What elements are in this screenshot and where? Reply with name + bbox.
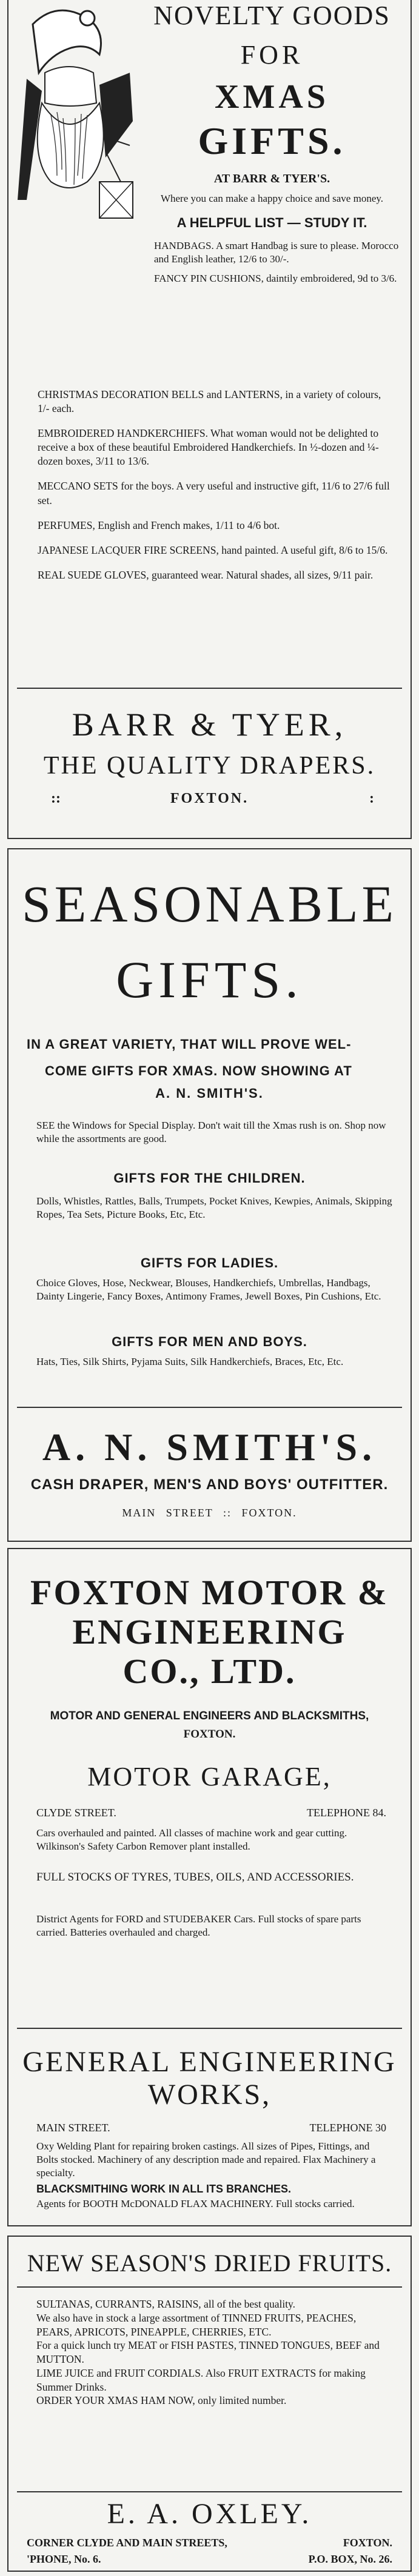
headline-seasonable: SEASONABLE: [21, 875, 398, 933]
children-text: Dolls, Whistles, Rattles, Balls, Trumpets, Pocket Knives, Kewpies, Animals, Skipping Ropes, Tea Sets, Picture Books, Etc, Etc.: [36, 1195, 392, 1221]
pin-cushions-item: FANCY PIN CUSHIONS, daintily embroidered, 9d to 3/6.: [154, 273, 397, 285]
general-line-1: GENERAL ENGINEERING: [22, 2046, 397, 2078]
list-item: MECCANO SETS for the boys. A very useful and instructive gift, 11/6 to 27/6 full set.: [38, 480, 390, 506]
foxton-motor-advertisement: [7, 1548, 412, 2226]
headline-gifts: GIFTS.: [116, 951, 303, 1009]
divider: [17, 2028, 402, 2029]
list-item: REAL SUEDE GLOVES, guaranteed wear. Natural shades, all sizes, 9/11 pair.: [38, 568, 374, 581]
address-left: CORNER CLYDE AND MAIN STREETS,: [27, 2537, 227, 2549]
ladies-heading: GIFTS FOR LADIES.: [140, 1255, 279, 1270]
divider: [17, 688, 402, 689]
firm-name: A. N. SMITH'S.: [42, 1426, 377, 1469]
where-text: Where you can make a happy choice and save money.: [160, 193, 384, 204]
gift-list: [38, 388, 392, 593]
order-text: ORDER YOUR XMAS HAM NOW, only limited number.: [36, 2394, 287, 2407]
list-item: PERFUMES, English and French makes, 1/11 to 4/6 bot.: [38, 519, 280, 531]
headline-xmas: XMAS: [215, 78, 329, 116]
headline-gifts: GIFTS.: [198, 119, 346, 162]
address-row: [27, 2537, 392, 2549]
sultanas-text: SULTANAS, CURRANTS, RAISINS, all of the best quality.: [36, 2298, 296, 2310]
at-barr-tyer: AT BARR & TYER'S.: [213, 172, 330, 185]
barr-tyer-advertisement: [7, 0, 412, 839]
company-town: FOXTON.: [183, 1728, 236, 1741]
see-windows-text: SEE the Windows for Special Display. Don't wait till the Xmas rush is on. Shop now while the assortments are good.: [36, 1120, 386, 1145]
men-text: Hats, Ties, Silk Shirts, Pyjama Suits, Silk Handkerchiefs, Braces, Etc, Etc.: [36, 1356, 344, 1367]
divider: [17, 2491, 402, 2492]
tinned-text: We also have in stock a large assortment of TINNED FRUITS, PEACHES, PEARS, APRICOTS, PINEAPPLE, CHERRIES, ETC.: [36, 2311, 357, 2338]
works-address-row: [36, 2122, 386, 2134]
smith-advertisement: [7, 848, 412, 1542]
clyde-street: CLYDE STREET.: [36, 1807, 116, 1819]
lunch-text: For a quick lunch try MEAT or FISH PASTES, TINNED TONGUES, BEEF and MUTTON.: [36, 2339, 380, 2365]
stocks-text: FULL STOCKS OF TYRES, TUBES, OILS, AND ACCESSORIES.: [36, 1871, 354, 1884]
firm-address: MAIN STREET :: FOXTON.: [122, 1507, 297, 1519]
variety-text: [27, 1031, 392, 1084]
list-item: JAPANESE LACQUER FIRE SCREENS, hand painted. A useful gift, 8/6 to 15/6.: [38, 543, 388, 556]
children-heading: GIFTS FOR THE CHILDREN.: [113, 1170, 306, 1186]
company-subtitle: MOTOR AND GENERAL ENGINEERS AND BLACKSMITHS,: [50, 1710, 369, 1722]
headline-novelty-goods: NOVELTY GOODS: [153, 1, 391, 30]
lime-text: LIME JUICE and FRUIT CORDIALS. Also FRUIT EXTRACTS for making Summer Drinks.: [36, 2366, 366, 2393]
garage-heading: MOTOR GARAGE,: [87, 1762, 332, 1791]
garage-text: Cars overhauled and painted. All classes of machine work and gear cutting. Wilkinson's Safety Carbon Remover plant installed.: [36, 1827, 347, 1853]
company-title: [8, 1573, 411, 1691]
variety-line-1: IN A GREAT VARIETY, THAT WILL PROVE WEL-: [27, 1037, 352, 1052]
po-box: P.O. BOX, No. 26.: [308, 2553, 392, 2565]
firm-name: E. A. OXLEY.: [107, 2498, 312, 2530]
men-heading: GIFTS FOR MEN AND BOYS.: [112, 1334, 307, 1349]
firm-name: BARR & TYER,: [72, 706, 347, 743]
firm-description: CASH DRAPER, MEN'S AND BOYS' OUTFITTER.: [30, 1476, 389, 1493]
title-line-1: FOXTON MOTOR &: [30, 1573, 389, 1612]
handbags-item: HANDBAGS. A smart Handbag is sure to please. Morocco and English leather, 12/6 to 30/-.: [154, 240, 399, 265]
santa-claus-illustration: [15, 0, 136, 230]
headline-for: FOR: [240, 40, 304, 70]
divider: [17, 1407, 402, 1408]
oxley-advertisement: [7, 2236, 412, 2572]
district-text: District Agents for FORD and STUDEBAKER Cars. Full stocks of spare parts carried. Batteries overhauled and charged.: [36, 1913, 361, 1939]
stocks-wrap: [36, 1870, 392, 1885]
firm-town: FOXTON.: [170, 791, 249, 806]
divider: [17, 2286, 402, 2288]
list-item: EMBROIDERED HANDKERCHIEFS. What woman would not be delighted to receive a box of these beautiful Embroidered Handkerchiefs. In ½-dozen and ¼-dozen boxes, 3/11 to 13/6.: [38, 427, 379, 468]
telephone-84: TELEPHONE 84.: [307, 1807, 386, 1819]
firm-tagline: THE QUALITY DRAPERS.: [43, 752, 376, 780]
ladies-text: Choice Gloves, Hose, Neckwear, Blouses, Handkerchiefs, Umbrellas, Handbags, Dainty Lingerie, Fancy Boxes, Antimony Frames, Jewell Boxes, Pin Cushions, Etc.: [36, 1277, 381, 1303]
title-line-3: CO., LTD.: [122, 1651, 297, 1691]
blacksmith-wrap: [36, 2182, 392, 2196]
general-line-2: WORKS,: [147, 2078, 272, 2111]
telephone-30: TELEPHONE 30: [309, 2122, 386, 2134]
products-text: [36, 2297, 392, 2408]
blacksmithing-text: BLACKSMITHING WORK IN ALL ITS BRANCHES.: [36, 2183, 291, 2195]
contact-row: [27, 2553, 392, 2566]
ad-header: [142, 0, 402, 285]
agents-text: Agents for BOOTH McDONALD FLAX MACHINERY. Full stocks carried.: [36, 2198, 355, 2209]
title-line-2: ENGINEERING: [72, 1612, 347, 1651]
at-smith: A. N. SMITH'S.: [155, 1086, 264, 1101]
general-heading: [8, 2046, 411, 2111]
phone-number: 'PHONE, No. 6.: [27, 2553, 101, 2565]
headline-dried-fruits: NEW SEASON'S DRIED FRUITS.: [27, 2249, 392, 2277]
helpful-list-heading: A HELPFUL LIST — STUDY IT.: [176, 215, 367, 231]
works-text: Oxy Welding Plant for repairing broken castings. All sizes of Pipes, Fittings, and Bolts stocked. Machinery of any description made and repaired. Flax Machinery a specialty.: [36, 2140, 376, 2179]
colon-mark-right: :: [369, 791, 374, 806]
variety-line-2: COME GIFTS FOR XMAS. NOW SHOWING AT: [45, 1063, 352, 1078]
list-item: CHRISTMAS DECORATION BELLS and LANTERNS, in a variety of colours, 1/- each.: [38, 388, 381, 415]
address-right: FOXTON.: [343, 2537, 392, 2549]
main-street: MAIN STREET.: [36, 2122, 110, 2134]
colon-mark-left: ::: [51, 791, 61, 806]
garage-address-row: [36, 1807, 386, 1819]
